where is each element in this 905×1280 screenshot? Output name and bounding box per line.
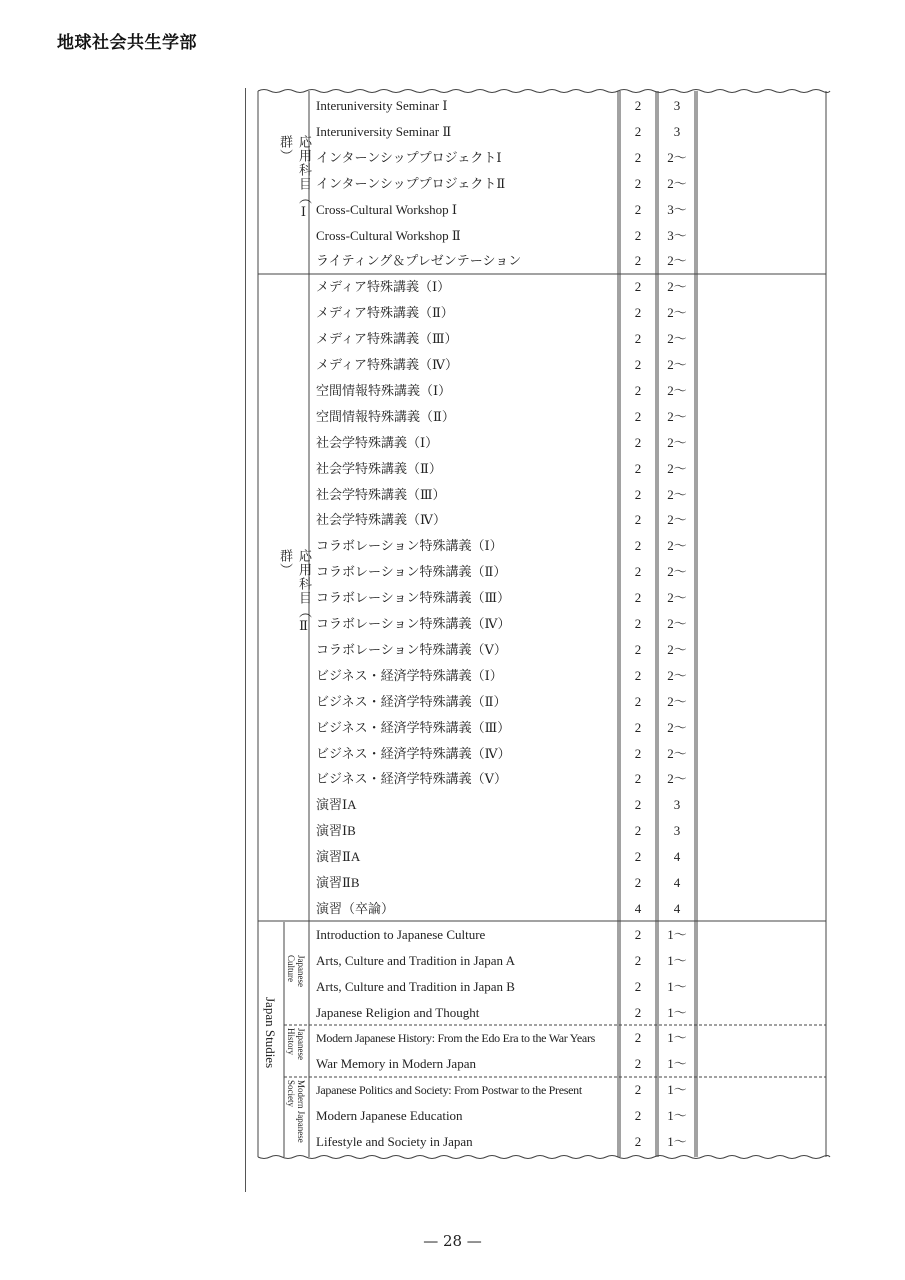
course-name: Japanese Religion and Thought: [316, 1004, 480, 1020]
course-name: Lifestyle and Society in Japan: [316, 1134, 473, 1149]
course-name: ビジネス・経済学特殊講義（Ⅰ）: [316, 667, 503, 683]
course-credits: 2: [634, 382, 642, 398]
subgroup-label-modern-japanese-society: Modern Japanese Society: [286, 1080, 306, 1143]
course-year: 2～: [667, 331, 687, 347]
course-year: 1～: [667, 1056, 687, 1072]
course-year: 2～: [667, 382, 687, 398]
course-year: 2～: [667, 538, 687, 554]
page-number: — 28 —: [423, 1232, 482, 1250]
course-year: 1～: [667, 1004, 687, 1020]
course-year: 2～: [667, 590, 687, 606]
course-name: ライティング＆プレゼンテーション: [316, 253, 522, 269]
course-year: 3: [673, 797, 681, 813]
course-year: 2～: [667, 771, 687, 787]
course-name: ビジネス・経済学特殊講義（Ⅴ）: [316, 771, 507, 787]
course-credits: 2: [634, 538, 642, 554]
course-year: 2～: [667, 486, 687, 502]
course-credits: 2: [634, 227, 642, 243]
course-credits: 2: [634, 305, 642, 321]
course-credits: 2: [634, 1082, 642, 1098]
course-name: Arts, Culture and Tradition in Japan A: [316, 952, 515, 968]
course-name: インターンシッププロジェクトⅠ: [316, 149, 502, 165]
course-year: 2～: [667, 357, 687, 372]
course-year: 2～: [667, 641, 687, 657]
group-label-applied-1: 応用科目（Ⅰ群）: [277, 135, 311, 221]
course-credits: 2: [634, 823, 642, 839]
course-name: 演習ⅡA: [316, 849, 361, 865]
course-credits: 2: [634, 1108, 642, 1124]
course-name: メディア特殊講義（Ⅰ）: [316, 279, 451, 295]
course-year: 3: [673, 823, 681, 839]
course-credits: 2: [634, 408, 642, 424]
course-name: コラボレーション特殊講義（Ⅱ）: [316, 564, 507, 580]
course-year: 2～: [667, 253, 687, 269]
course-credits: 2: [634, 460, 642, 476]
course-year: 2～: [667, 305, 687, 321]
course-credits: 2: [634, 849, 642, 865]
course-credits: 2: [634, 175, 642, 191]
course-name: ビジネス・経済学特殊講義（Ⅳ）: [316, 745, 511, 761]
course-name: Interuniversity Seminar Ⅱ: [316, 123, 452, 139]
course-name: 社会学特殊講義（Ⅲ）: [316, 486, 446, 502]
course-credits: 2: [634, 616, 642, 631]
course-credits: 2: [634, 1004, 642, 1020]
course-year: 2～: [667, 149, 687, 165]
course-credits: 2: [634, 641, 642, 657]
course-credits: 2: [634, 797, 642, 813]
course-credits: 2: [634, 745, 642, 761]
course-name: メディア特殊講義（Ⅲ）: [316, 331, 458, 347]
course-year: 2～: [667, 460, 687, 476]
course-year: 2～: [667, 512, 687, 528]
course-credits: 2: [634, 123, 642, 139]
course-credits: 2: [634, 978, 642, 994]
course-credits: 2: [634, 357, 642, 372]
course-name: コラボレーション特殊講義（Ⅴ）: [316, 641, 507, 657]
course-name: 演習ⅠB: [316, 823, 356, 839]
course-name: メディア特殊講義（Ⅳ）: [316, 357, 458, 372]
course-name: ビジネス・経済学特殊講義（Ⅱ）: [316, 693, 507, 709]
course-credits: 2: [634, 253, 642, 269]
course-credits: 2: [634, 590, 642, 606]
course-credits: 2: [634, 201, 642, 217]
course-year: 3: [673, 98, 681, 113]
course-year: 2～: [667, 408, 687, 424]
course-credits: 2: [634, 564, 642, 580]
course-year: 3～: [667, 201, 687, 217]
course-name: 社会学特殊講義（Ⅱ）: [316, 460, 442, 476]
course-name: Interuniversity Seminar Ⅰ: [316, 98, 448, 113]
course-year: 1～: [667, 1082, 687, 1098]
course-year: 2～: [667, 279, 687, 295]
course-credits: 2: [634, 98, 642, 113]
table-break-bottom: [258, 1156, 830, 1159]
course-year: 2～: [667, 564, 687, 580]
course-year: 4: [673, 900, 681, 916]
course-credits: 2: [634, 1134, 642, 1149]
course-name: 社会学特殊講義（Ⅰ）: [316, 434, 439, 450]
course-year: 3～: [667, 227, 687, 243]
course-year: 1～: [667, 978, 687, 994]
course-name: コラボレーション特殊講義（Ⅳ）: [316, 616, 511, 631]
course-table: [258, 91, 826, 1157]
course-credits: 2: [634, 279, 642, 295]
course-year: 1～: [667, 952, 687, 968]
course-credits: 2: [634, 1030, 642, 1046]
course-name: Modern Japanese History: From the Edo Era to the War Years: [316, 1031, 596, 1046]
course-year: 1～: [667, 1134, 687, 1149]
course-name: Cross-Cultural Workshop Ⅰ: [316, 201, 458, 217]
course-name: Cross-Cultural Workshop Ⅱ: [316, 227, 461, 243]
course-name: War Memory in Modern Japan: [316, 1056, 476, 1072]
course-year: 2～: [667, 719, 687, 735]
course-credits: 2: [634, 331, 642, 347]
course-year: 1～: [667, 1030, 687, 1046]
course-year: 2～: [667, 616, 687, 631]
course-name: メディア特殊講義（Ⅱ）: [316, 305, 454, 321]
course-name: インターンシッププロジェクトⅡ: [316, 175, 506, 191]
course-credits: 2: [634, 486, 642, 502]
course-name: 演習（卒論）: [316, 900, 395, 916]
course-name: 空間情報特殊講義（Ⅰ）: [316, 382, 452, 398]
course-name: 社会学特殊講義（Ⅳ）: [316, 512, 446, 528]
course-year: 4: [673, 875, 681, 890]
course-year: 4: [673, 849, 681, 865]
course-year: 2～: [667, 745, 687, 761]
faculty-title: 地球社会共生学部: [57, 33, 197, 53]
margin-rule: [245, 88, 246, 1192]
course-year: 2～: [667, 434, 687, 450]
course-credits: 4: [634, 900, 642, 916]
course-credits: 2: [634, 434, 642, 450]
course-name: Japanese Politics and Society: From Postwar to the Present: [316, 1083, 582, 1098]
course-name: 空間情報特殊講義（Ⅱ）: [316, 408, 455, 424]
course-credits: 2: [634, 512, 642, 528]
course-name: 演習ⅡB: [316, 875, 360, 890]
course-name: Introduction to Japanese Culture: [316, 926, 486, 942]
group-label-applied-2: 応用科目（Ⅱ群）: [277, 549, 311, 635]
course-name: Modern Japanese Education: [316, 1108, 463, 1124]
course-credits: 2: [634, 1056, 642, 1072]
course-name: コラボレーション特殊講義（Ⅲ）: [316, 590, 511, 606]
course-credits: 2: [634, 771, 642, 787]
group-label-japan-studies: Japan Studies: [263, 997, 278, 1069]
course-credits: 2: [634, 667, 642, 683]
course-credits: 2: [634, 875, 642, 890]
course-year: 3: [673, 123, 681, 139]
subgroup-label-japanese-history: Japanese History: [286, 1028, 306, 1060]
course-credits: 2: [634, 952, 642, 968]
course-credits: 2: [634, 693, 642, 709]
course-name: ビジネス・経済学特殊講義（Ⅲ）: [316, 719, 511, 735]
course-year: 2～: [667, 175, 687, 191]
course-name: Arts, Culture and Tradition in Japan B: [316, 978, 515, 994]
course-name: コラボレーション特殊講義（Ⅰ）: [316, 538, 503, 554]
course-name: 演習ⅠA: [316, 797, 357, 813]
course-year: 1～: [667, 926, 687, 942]
course-year: 1～: [667, 1108, 687, 1124]
subgroup-label-japanese-culture: Japanese Culture: [286, 955, 306, 987]
course-year: 2～: [667, 667, 687, 683]
course-year: 2～: [667, 693, 687, 709]
course-credits: 2: [634, 926, 642, 942]
course-credits: 2: [634, 719, 642, 735]
course-credits: 2: [634, 149, 642, 165]
